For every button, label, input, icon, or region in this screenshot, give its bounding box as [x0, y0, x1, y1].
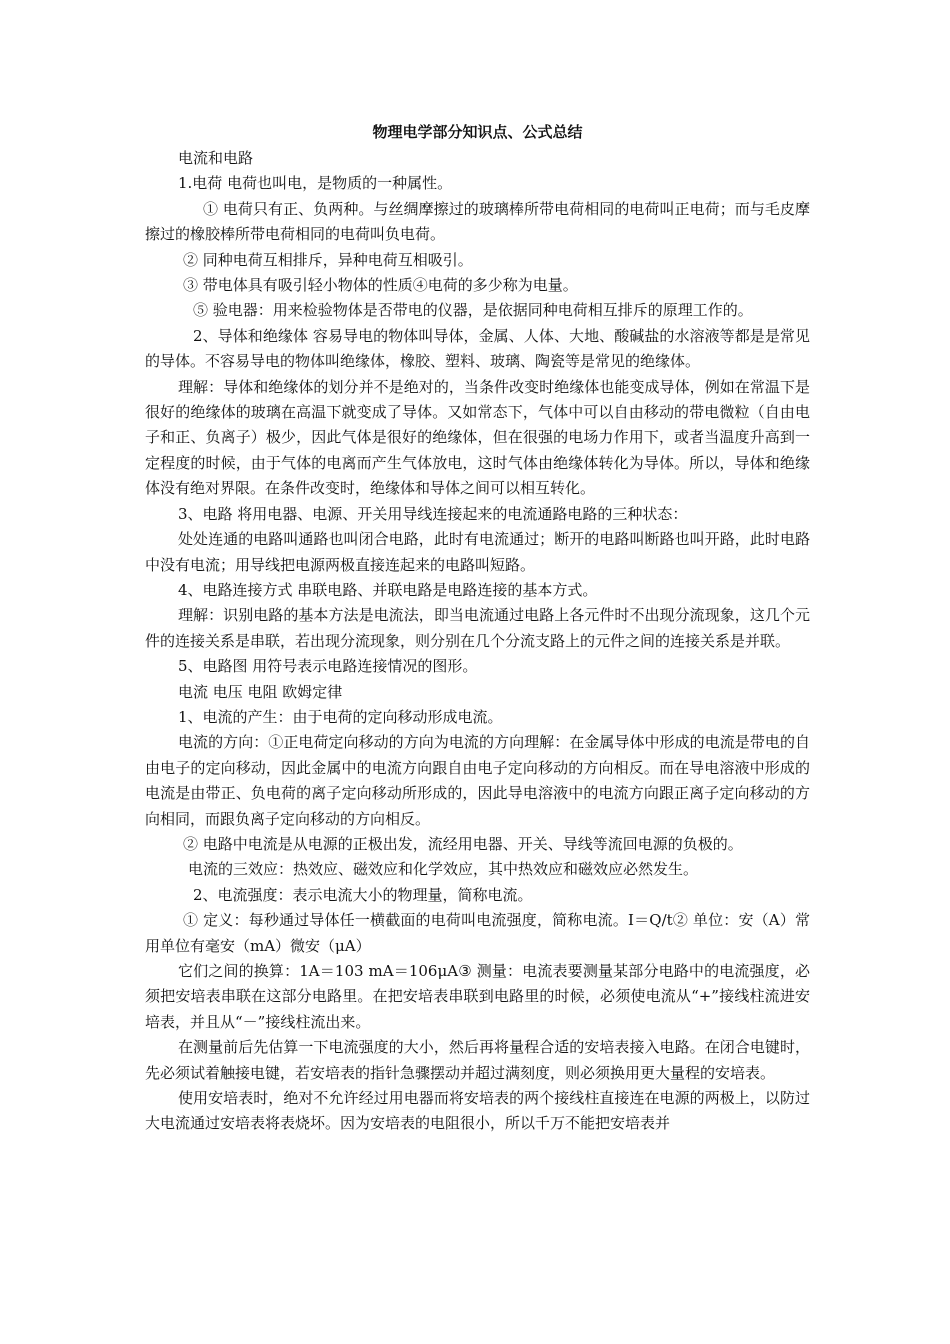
paragraph: 处处连通的电路叫通路也叫闭合电路，此时有电流通过；断开的电路叫断路也叫开路，此时电路中没有电流；用导线把电源两极直接连起来的电路叫短路。: [145, 530, 810, 574]
paragraph: 电流和电路: [178, 149, 254, 167]
document-body: [145, 146, 810, 1137]
paragraph: ① 电荷只有正、负两种。与丝绸摩擦过的玻璃棒所带电荷相同的电荷叫正电荷；而与毛皮摩擦过的橡胶棒所带电荷相同的电荷叫负电荷。: [145, 199, 810, 244]
document-title: 物理电学部分知识点、公式总结: [372, 123, 583, 141]
paragraph: 4、电路连接方式 串联电路、并联电路是电路连接的基本方式。: [178, 580, 598, 599]
paragraph: 它们之间的换算：1A＝103 mA＝106μA③ 测量：电流表要测量某部分电路中的电流强度，必须把安培表串联在这部分电路里。在把安培表串联到电路里的时候，必须使电流从“+”接线柱流进安培表，并且从“－”接线柱流出来。: [145, 962, 810, 1031]
paragraph: 1、电流的产生：由于电荷的定向移动形成电流。: [178, 707, 503, 726]
paragraph: 5、电路图 用符号表示电路连接情况的图形。: [178, 657, 478, 676]
paragraph: 电流的方向：①正电荷定向移动的方向为电流的方向理解：在金属导体中形成的电流是带电的自由电子的定向移动，因此金属中的电流方向跟自由电子定向移动的方向相反。而在导电溶液中形成的电流是由带正、负电荷的离子定向移动所形成的，因此导电溶液中的电流方向跟正离子定向移动的方向相同，而跟负离子定向移动的方向相反。: [145, 733, 810, 828]
paragraph: ② 电路中电流是从电源的正极出发，流经用电器、开关、导线等流回电源的负极的。: [183, 834, 743, 853]
paragraph: 3、电路 将用电器、电源、开关用导线连接起来的电流通路电路的三种状态：: [178, 504, 688, 523]
paragraph: 1.电荷 电荷也叫电，是物质的一种属性。: [178, 174, 453, 193]
paragraph: ② 同种电荷互相排斥，异种电荷互相吸引。: [183, 250, 473, 269]
paragraph: 理解：识别电路的基本方法是电流法，即当电流通过电路上各元件时不出现分流现象，这几个元件的连接关系是串联，若出现分流现象，则分别在几个分流支路上的元件之间的连接关系是并联。: [145, 606, 810, 650]
paragraph: ③ 带电体具有吸引轻小物体的性质④电荷的多少称为电量。: [183, 276, 578, 295]
paragraph: 2、导体和绝缘体 容易导电的物体叫导体，金属、人体、大地、酸碱盐的水溶液等都是是常见的导体。不容易导电的物体叫绝缘体，橡胶、塑料、玻璃、陶瓷等是常见的绝缘体。: [145, 326, 810, 371]
paragraph: 电流的三效应：热效应、磁效应和化学效应，其中热效应和磁效应必然发生。: [188, 860, 699, 879]
paragraph: ① 定义：每秒通过导体任一横截面的电荷叫电流强度，简称电流。I＝Q/t② 单位：安（A）常用单位有毫安（mA）微安（μA）: [145, 911, 810, 955]
document-page: [145, 118, 810, 1137]
paragraph: 电流 电压 电阻 欧姆定律: [178, 682, 343, 701]
paragraph: 理解：导体和绝缘体的划分并不是绝对的，当条件改变时绝缘体也能变成导体，例如在常温下是很好的绝缘体的玻璃在高温下就变成了导体。又如常态下，气体中可以自由移动的带电微粒（自由电子和正、负离子）极少，因此气体是很好的绝缘体，但在很强的电场力作用下，或者当温度升高到一定程度的时候，由于气体的电离而产生气体放电，这时气体由绝缘体转化为导体。所以，导体和绝缘体没有绝对界限。在条件改变时，绝缘体和导体之间可以相互转化。: [145, 377, 810, 498]
paragraph: 使用安培表时，绝对不允许经过用电器而将安培表的两个接线柱直接连在电源的两极上，以防过大电流通过安培表将表烧坏。因为安培表的电阻很小，所以千万不能把安培表并: [145, 1089, 810, 1133]
paragraph: ⑤ 验电器：用来检验物体是否带电的仪器，是依据同种电荷相互排斥的原理工作的。: [193, 301, 753, 320]
paragraph: 在测量前后先估算一下电流强度的大小，然后再将量程合适的安培表接入电路。在闭合电键时，先必须试着触接电键，若安培表的指针急骤摆动并超过满刻度，则必须换用更大量程的安培表。: [145, 1038, 810, 1082]
paragraph: 2、电流强度：表示电流大小的物理量，简称电流。: [193, 885, 533, 904]
